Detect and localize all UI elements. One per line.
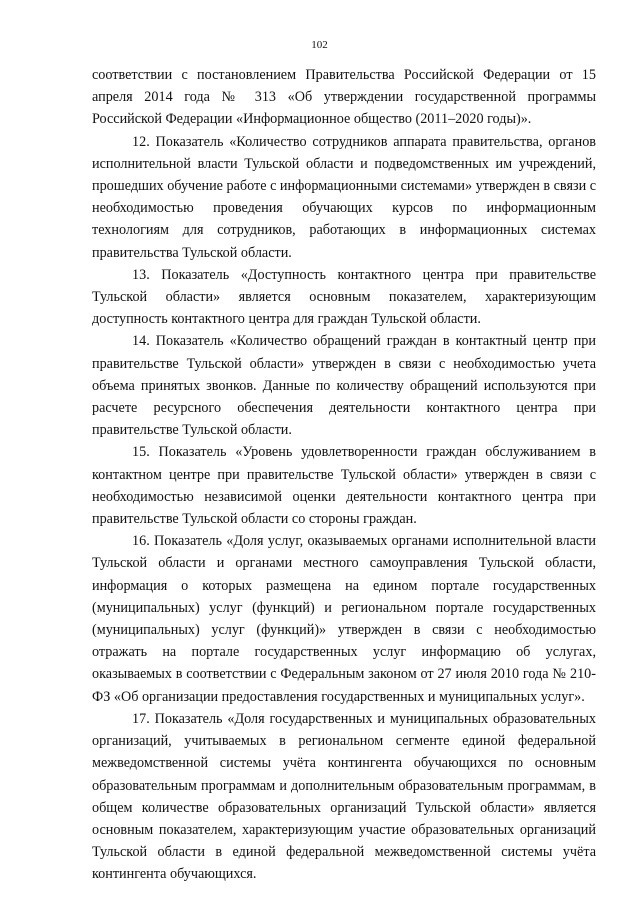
paragraph-indicator-15: 15. Показатель «Уровень удовлетворенности граждан обслуживанием в контактном центре при правительстве Тульской области» утвержден в связи с необходимостью независимой оценки деятельности контактного центра при правительстве Тульской области со стороны граждан. — [92, 444, 596, 528]
paragraph-indicator-13: 13. Показатель «Доступность контактного центра при правительстве Тульской области» является основным показателем, характеризующим доступность контактного центра для граждан Тульской области. — [92, 266, 596, 328]
paragraph-indicator-16: 16. Показатель «Доля услуг, оказываемых органами исполнительной власти Тульской области и органами местного самоуправления Тульской области, информация о которых размещена на едином портале государственных (муниципальных) услуг (функций) и региональном портале государственных (муниципальных) услуг (функций)» утвержден в связи с необходимостью отражать на портале государственных услуг информацию об услугах, оказываемых в соответствии с Федеральным законом от 27 июля 2010 года № 210-ФЗ «Об организации предоставления государственных и муниципальных услуг». — [92, 533, 596, 705]
paragraph-indicator-12: 12. Показатель «Количество сотрудников аппарата правительства, органов исполнительной власти Тульской области и подведомственных им учреждений, прошедших обучение работе с информационными системами» утвержден в связи с необходимостью проведения обучающих курсов по информационным технологиям для сотрудников, работающих в информационных системах правительства Тульской области. — [92, 133, 597, 261]
document-body — [92, 64, 596, 886]
page-number: 102 — [311, 39, 328, 51]
paragraph-indicator-17: 17. Показатель «Доля государственных и муниципальных образовательных организаций, учитываемых в региональном сегменте единой федеральной межведомственной системы учёта контингента обучающихся по основным образовательным программам и дополнительным образовательным программам, в общем количестве образовательных организаций Тульской области» является основным показателем, характеризующим участие образовательных организаций Тульской области в единой федеральной межведомственной системы учёта контингента обучающихся. — [92, 710, 596, 883]
paragraph-continuation: соответствии с постановлением Правительства Российской Федерации от 15 апреля 2014 года № 313 «Об утверждении государственной программы Российской Федерации «Информационное общество (2011–2020 годы)». — [92, 67, 596, 128]
paragraph-indicator-14: 14. Показатель «Количество обращений граждан в контактный центр при правительстве Тульской области» утвержден в связи с необходимостью учета объема принятых звонков. Данные по количеству обращений используются при расчете ресурсного обеспечения деятельности контактного центра при правительстве Тульской области. — [92, 333, 596, 439]
